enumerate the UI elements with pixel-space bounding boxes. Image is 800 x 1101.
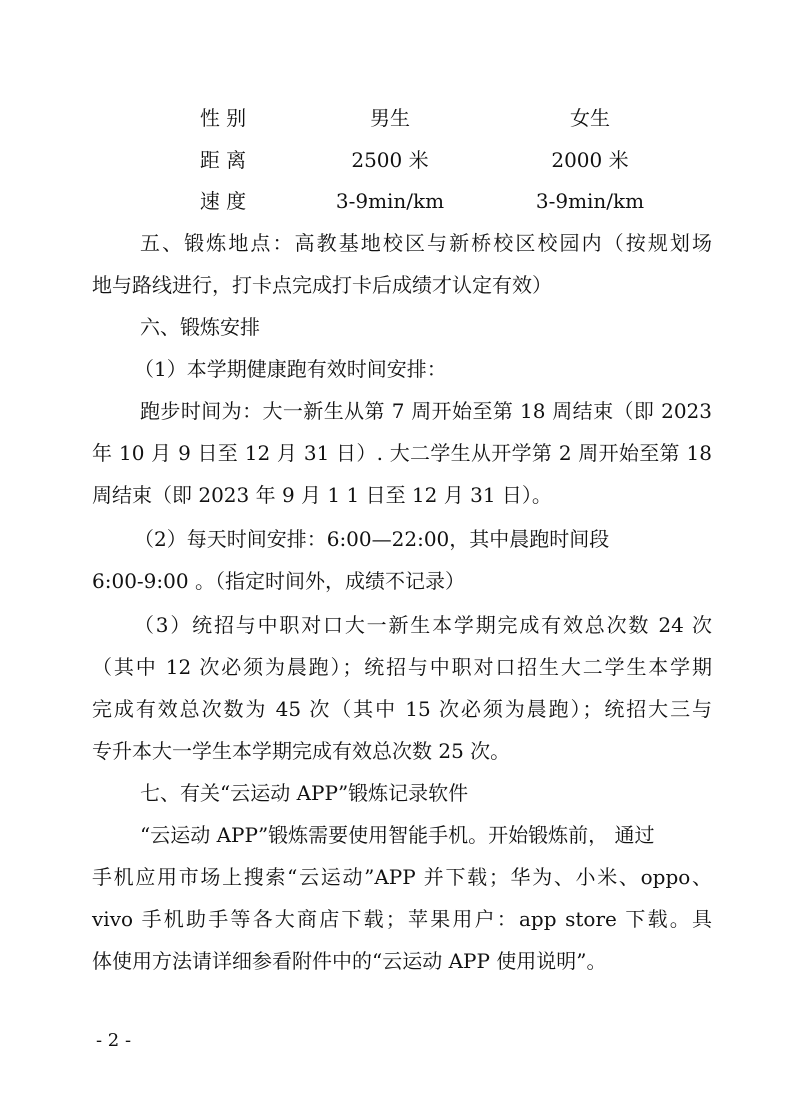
table-female-header: 女生	[570, 106, 610, 130]
item-3-line-4: 专升本大一学生本学期完成有效总次数 25 次。	[92, 739, 511, 763]
table-female-distance: 2000 米	[551, 148, 629, 172]
table-male-speed: 3-9min/km	[335, 189, 445, 213]
table-male-distance: 2500 米	[351, 148, 429, 172]
item-1-heading: （1）本学期健康跑有效时间安排：	[134, 357, 447, 381]
section-7-line-1: “云运动 APP”锻炼需要使用智能手机。开始锻炼前， 通过	[140, 823, 655, 847]
section-7-line-3: vivo 手机助手等各大商店下载；苹果用户：app store 下载。具	[92, 907, 712, 931]
item-2-line-1: （2）每天时间安排：6:00—22:00，其中晨跑时间段	[134, 527, 610, 551]
table-female-speed: 3-9min/km	[535, 189, 645, 213]
table-label-distance: 距 离	[199, 148, 247, 172]
table-label-speed: 速 度	[199, 189, 247, 213]
item-3-line-1: （3）统招与中职对口大一新生本学期完成有效总次数 24 次	[134, 613, 712, 637]
page-number: - 2 -	[96, 1030, 132, 1051]
section-6-heading: 六、锻炼安排	[140, 315, 260, 339]
section-7-line-2: 手机应用市场上搜索“云运动”APP 并下载；华为、小米、oppo、	[92, 865, 712, 889]
section-5-line-2: 地与路线进行，打卡点完成打卡后成绩才认定有效）	[92, 273, 552, 297]
item-3-line-3: 完成有效总次数为 45 次（其中 15 次必须为晨跑）；统招大三与	[92, 697, 712, 721]
table-label-gender: 性 别	[199, 106, 247, 130]
item-1-line-1: 跑步时间为：大一新生从第 7 周开始至第 18 周结束（即 2023	[140, 399, 712, 423]
item-2-line-2: 6:00-9:00 。（指定时间外，成绩不记录）	[92, 569, 465, 593]
item-1-line-2: 年 10 月 9 日至 12 月 31 日）. 大二学生从开学第 2 周开始至第 18	[92, 441, 712, 465]
section-7-line-4: 体使用方法请详细参看附件中的“云运动 APP 使用说明”。	[92, 949, 607, 973]
section-5-line-1: 五、锻炼地点：高教基地校区与新桥校区校园内（按规划场	[140, 231, 712, 255]
item-3-line-2: （其中 12 次必须为晨跑）；统招与中职对口招生大二学生本学期	[92, 655, 712, 679]
table-male-header: 男生	[370, 106, 410, 130]
section-7-heading: 七、有关“云运动 APP”锻炼记录软件	[140, 781, 469, 805]
item-1-line-3: 周结束（即 2023 年 9 月 1 1 日至 12 月 31 日）。	[92, 483, 552, 507]
